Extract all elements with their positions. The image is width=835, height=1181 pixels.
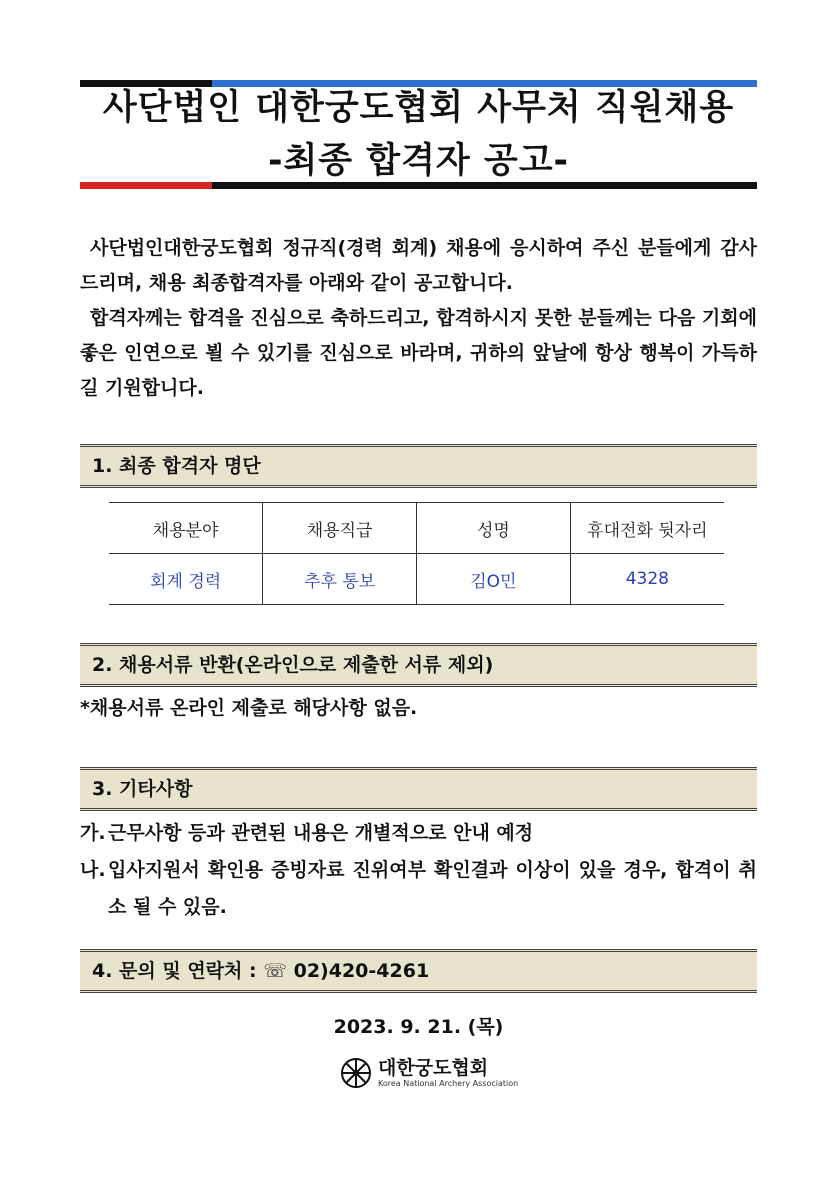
section-header-3 (80, 767, 757, 811)
section-title-3: 3. 기타사항 (92, 778, 193, 800)
section-title-4: 4. 문의 및 연락처 : ☏ 02)420-4261 (92, 960, 430, 982)
intro (80, 231, 757, 406)
docs-note: *채용서류 온라인 제출로 해당사항 없음. (80, 697, 418, 719)
list-marker: 나. (80, 859, 106, 881)
page-title: 사단법인 대한궁도협회 사무처 직원채용 (102, 88, 735, 128)
intro-paragraph-1: 사단법인대한궁도협회 정규직(경력 회계) 채용에 응시하여 주신 분들에게 감사드리며, 채용 최종합격자를 아래와 같이 공고합니다. (80, 237, 757, 294)
table-cell: 회계 경력 (109, 554, 263, 605)
section-title-2: 2. 채용서류 반환(온라인으로 제출한 서류 제외) (92, 654, 494, 676)
logo-name-ko: 대한궁도협회 (378, 1057, 489, 1079)
section-header-2 (80, 643, 757, 687)
table-cell: 김O민 (417, 554, 571, 605)
winners-table (109, 502, 724, 605)
section-header-4 (80, 949, 757, 993)
page-subtitle: -최종 합격자 공고- (267, 141, 570, 181)
section-title-1: 1. 최종 합격자 명단 (92, 455, 261, 477)
list-text: 입사지원서 확인용 증빙자료 진위여부 확인결과 이상이 있을 경우, 합격이 취소 될 수 있음. (108, 859, 757, 918)
table-header: 채용직급 (263, 503, 417, 554)
archery-emblem-icon (340, 1057, 372, 1089)
title-rule-bottom (80, 182, 757, 189)
announcement-date: 2023. 9. 21. (목) (333, 1016, 504, 1038)
list-item (80, 852, 757, 926)
table-header: 채용분야 (109, 503, 263, 554)
table-header: 성명 (417, 503, 571, 554)
logo-name-en: Korea National Archery Association (378, 1079, 519, 1088)
table-cell: 4328 (570, 554, 724, 605)
list-item (80, 815, 757, 852)
list-marker: 가. (80, 822, 106, 844)
association-logo (340, 1053, 518, 1093)
section-header-1 (80, 444, 757, 488)
table-header-row (109, 503, 724, 554)
table-cell: 추후 통보 (263, 554, 417, 605)
list-text: 근무사항 등과 관련된 내용은 개별적으로 안내 예정 (108, 822, 534, 844)
intro-paragraph-2: 합격자께는 합격을 진심으로 축하드리고, 합격하시지 못한 분들께는 다음 기회에 좋은 인연으로 뵐 수 있기를 진심으로 바라며, 귀하의 앞날에 항상 행복이 가득하길 기원합니다. (80, 307, 757, 399)
table-row (109, 554, 724, 605)
table-header: 휴대전화 뒷자리 (570, 503, 724, 554)
